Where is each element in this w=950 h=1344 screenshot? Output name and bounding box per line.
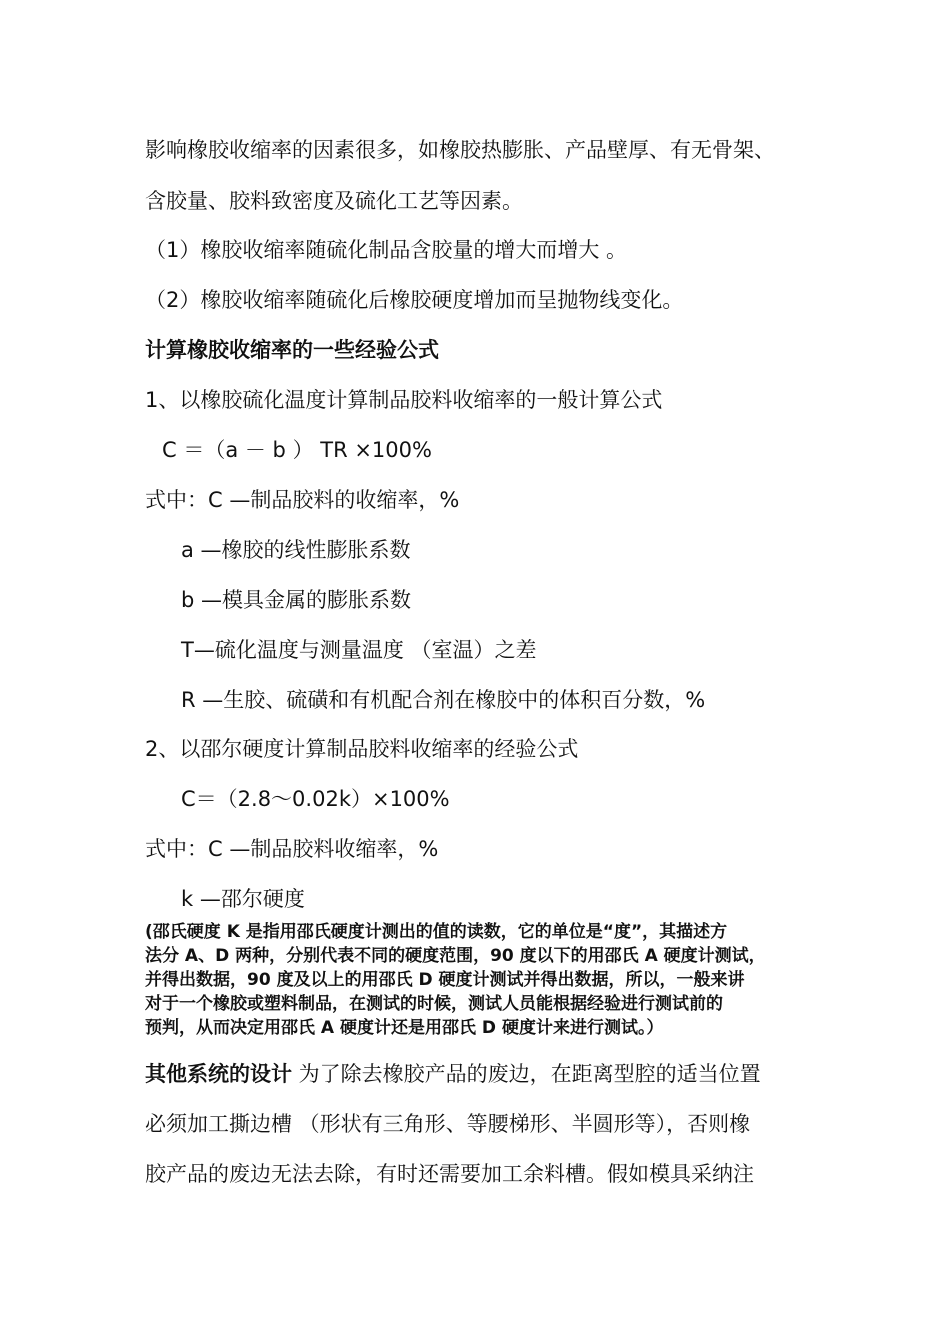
section-heading: 计算橡胶收缩率的一些经验公式 (145, 338, 439, 362)
note-line: 并得出数据，90 度及以上的用邵氏 D 硬度计测试并得出数据，所以，一般来讲 (145, 970, 745, 990)
formula-1-where: 式中：C —制品胶料的收缩率，% (145, 488, 460, 512)
note-line: 预判，从而决定用邵氏 A 硬度计还是用邵氏 D 硬度计来进行测试。） (145, 1018, 664, 1038)
formula-2-where: 式中：C —制品胶料收缩率，% (145, 837, 439, 861)
note-line: 法分 A、D 两种，分别代表不同的硬度范围，90 度以下的用邵氏 A 硬度计测试， (145, 946, 766, 966)
note-line: 对于一个橡胶或塑料制品，在测试的时候，测试人员能根据经验进行测试前的 (145, 994, 723, 1014)
formula-1-var-a: a —橡胶的线性膨胀系数 (181, 538, 411, 562)
formula-1-title: 1、以橡胶硫化温度计算制品胶料收缩率的一般计算公式 (145, 388, 663, 412)
formula-2: C＝（2.8～0.02k）×100% (181, 787, 450, 811)
other-line-1 (145, 1060, 761, 1088)
formula-1-var-b: b —模具金属的膨胀系数 (181, 588, 412, 612)
formula-2-title: 2、以邵尔硬度计算制品胶料收缩率的经验公式 (145, 737, 579, 761)
formula-2-var-k: k —邵尔硬度 (181, 887, 305, 911)
point-1: （1）橡胶收缩率随硫化制品含胶量的增大而增大 。 (145, 238, 628, 262)
formula-1-var-t: T—硫化温度与测量温度 （室温）之差 (181, 638, 537, 662)
other-line-3: 胶产品的废边无法去除，有时还需要加工余料槽。假如模具采纳注 (145, 1162, 754, 1186)
note-line: (邵氏硬度 K 是指用邵氏硬度计测出的值的读数，它的单位是“度”，其描述方 (145, 922, 728, 942)
formula-1-var-r: R —生胶、硫磺和有机配合剂在橡胶中的体积百分数，% (181, 688, 706, 712)
intro-line-2: 含胶量、胶料致密度及硫化工艺等因素。 (145, 189, 523, 213)
other-heading: 其他系统的设计 (145, 1062, 292, 1086)
point-2: （2）橡胶收缩率随硫化后橡胶硬度增加而呈抛物线变化。 (145, 288, 684, 312)
other-line-2: 必须加工撕边槽 （形状有三角形、等腰梯形、半圆形等），否则橡 (145, 1112, 751, 1136)
formula-1: C ＝（a － b ） TR ×100% (162, 438, 432, 462)
intro-line-1: 影响橡胶收缩率的因素很多，如橡胶热膨胀、产品壁厚、有无骨架、 (145, 138, 775, 162)
hardness-note (145, 920, 835, 1040)
other-text-1: 为了除去橡胶产品的废边，在距离型腔的适当位置 (292, 1062, 761, 1086)
